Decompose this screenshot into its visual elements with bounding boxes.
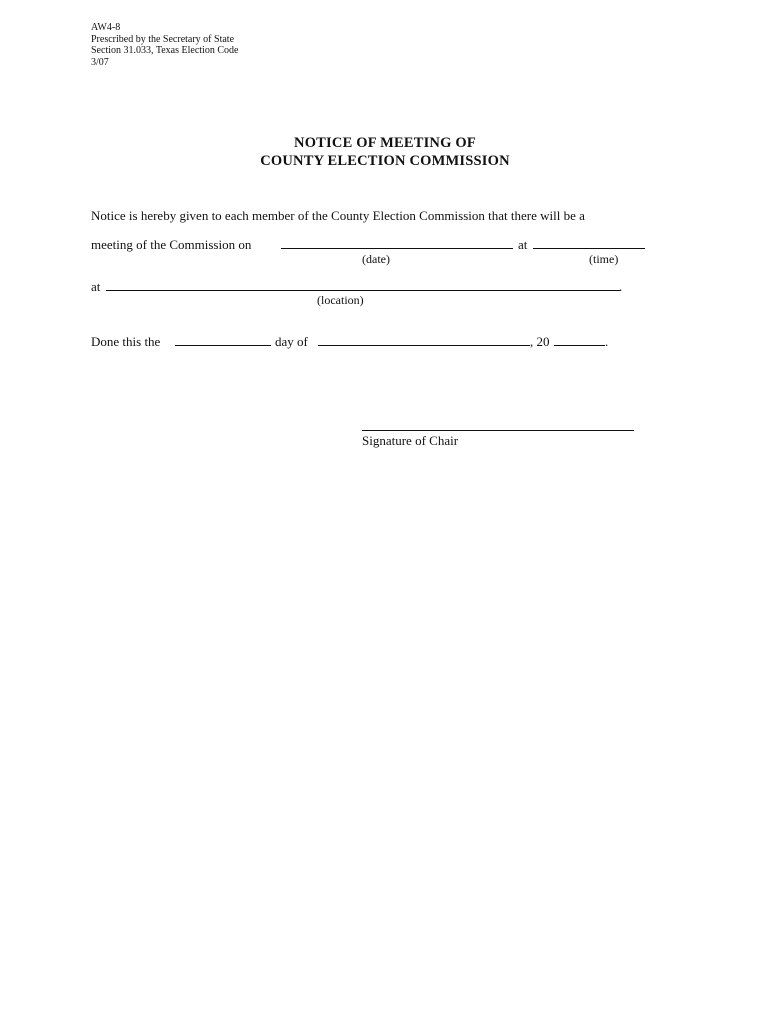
day-of-text: day of xyxy=(275,334,308,349)
day-blank[interactable] xyxy=(175,345,271,346)
form-header xyxy=(91,22,238,68)
month-blank[interactable] xyxy=(318,345,530,346)
year-blank[interactable] xyxy=(554,345,605,346)
year-prefix: , 20 xyxy=(530,334,550,349)
location-caption: (location) xyxy=(317,293,364,307)
form-code: AW4-8 xyxy=(91,22,121,33)
date-blank[interactable] xyxy=(281,248,513,249)
date-caption: (date) xyxy=(362,252,390,266)
time-blank[interactable] xyxy=(533,248,645,249)
document-title xyxy=(0,134,770,170)
intro-text: Notice is hereby given to each member of the County Election Commission that there will be a xyxy=(91,208,585,223)
signature-line[interactable] xyxy=(362,430,634,431)
statute-section: Section 31.033, Texas Election Code xyxy=(91,45,239,56)
time-caption: (time) xyxy=(589,252,619,266)
at-word: at xyxy=(518,237,528,252)
year-period: . xyxy=(605,334,609,349)
prescribed-by: Prescribed by the Secretary of State xyxy=(91,33,235,45)
signature-label: Signature of Chair xyxy=(362,433,459,448)
location-blank[interactable] xyxy=(106,290,620,291)
meeting-prefix: meeting of the Commission on xyxy=(91,237,252,252)
form-revision: 3/07 xyxy=(91,56,109,68)
title-line-2: COUNTY ELECTION COMMISSION xyxy=(260,153,510,169)
location-period: . xyxy=(619,279,623,294)
title-line-1: NOTICE OF MEETING OF xyxy=(294,135,476,151)
location-prefix: at xyxy=(91,279,101,294)
done-prefix: Done this the xyxy=(91,334,161,349)
